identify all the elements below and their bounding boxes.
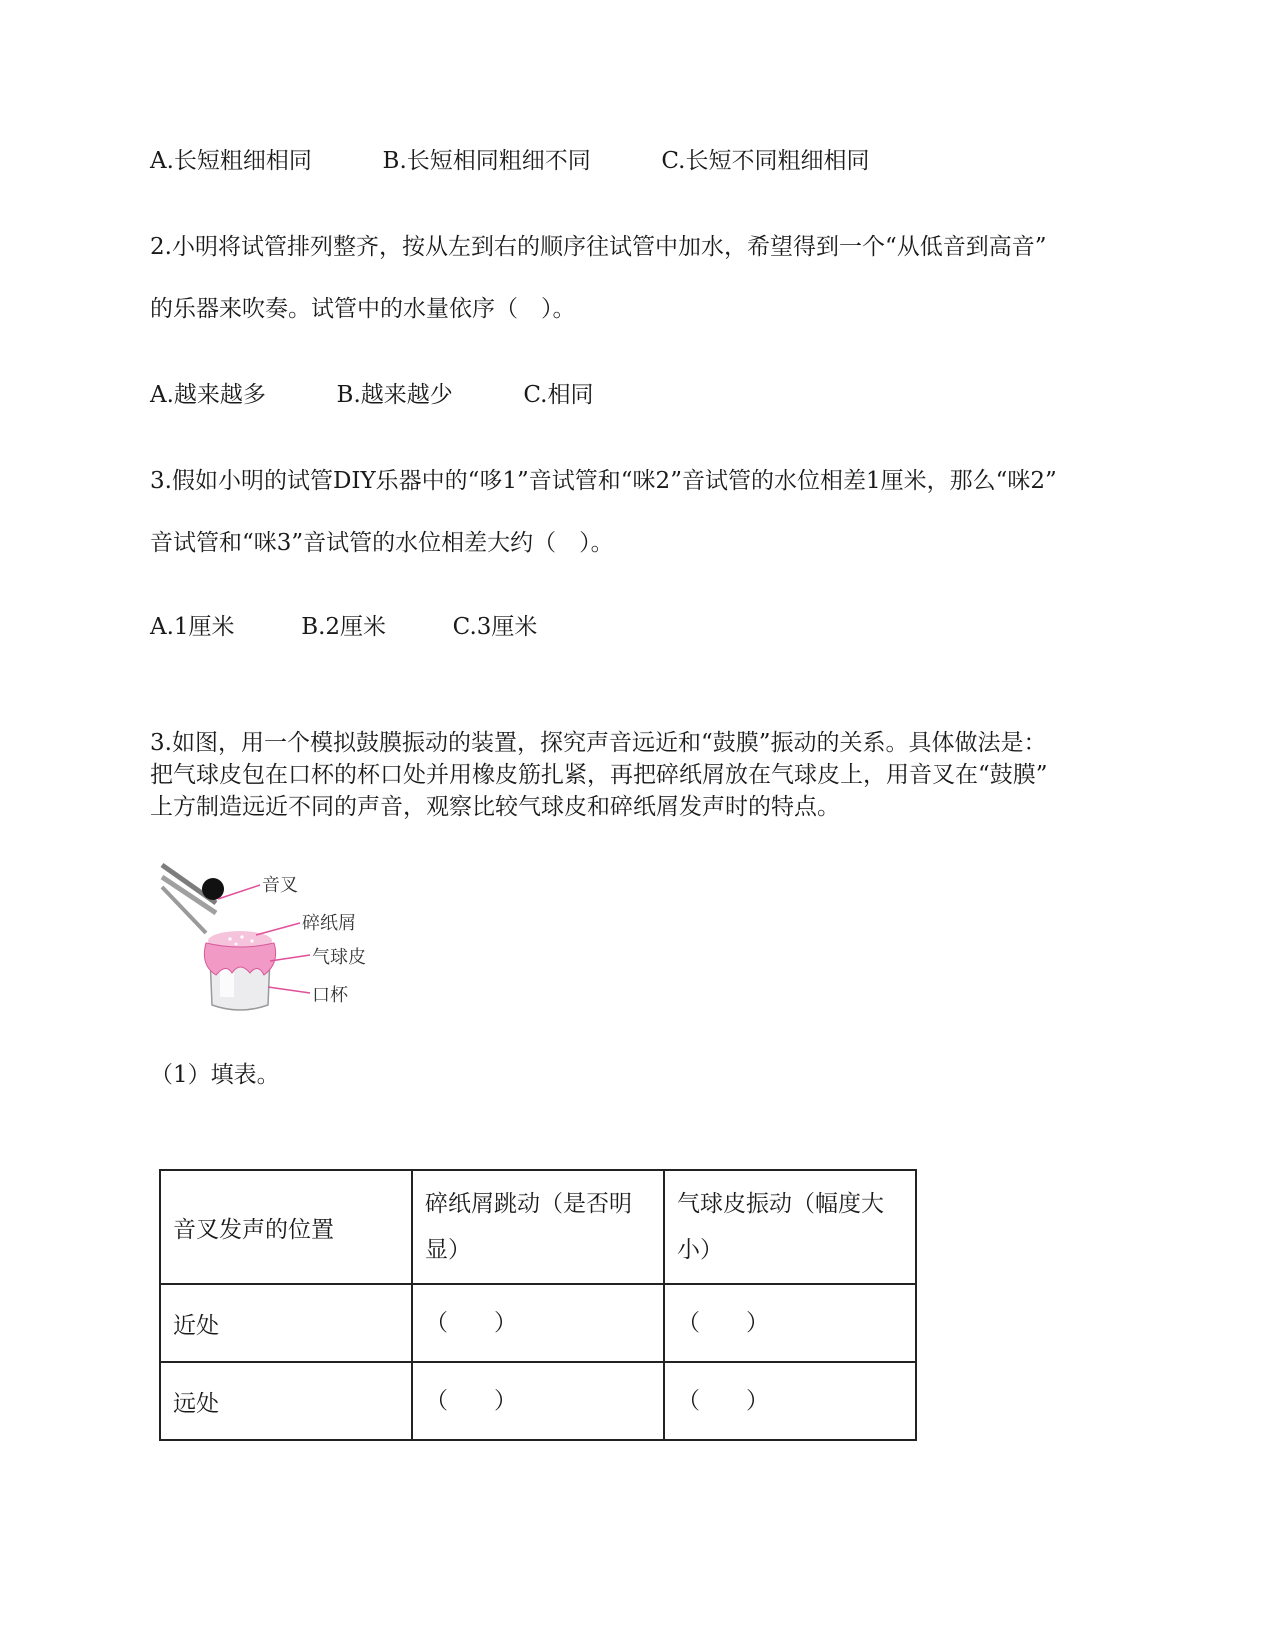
- row-far-balloon-blank[interactable]: （ ）: [664, 1362, 916, 1440]
- q3-option-b: B.2厘米: [301, 614, 387, 640]
- q2-stem-line1: 2.小明将试管排列整齐，按从左到右的顺序往试管中加水，希望得到一个“从低音到高音”: [150, 234, 1047, 260]
- q2-options: [150, 380, 593, 410]
- header-balloon-vibration: 气球皮振动（幅度大小）: [664, 1170, 916, 1284]
- table-header-row: [160, 1170, 916, 1284]
- q2-option-a: A.越来越多: [150, 382, 266, 408]
- q4-stem-line2: 把气球皮包在口杯的杯口处并用橡皮筋扎紧，再把碎纸屑放在气球皮上，用音叉在“鼓膜”: [150, 762, 1048, 788]
- q1-option-c: C.长短不同粗细相同: [661, 148, 870, 174]
- q2-option-c: C.相同: [523, 382, 594, 408]
- row-far-label: 远处: [160, 1362, 412, 1440]
- row-near-label: 近处: [160, 1284, 412, 1362]
- q3-options: [150, 612, 537, 642]
- q4-stem-line1: 3.如图，用一个模拟鼓膜振动的装置，探究声音远近和“鼓膜”振动的关系。具体做法是：: [150, 730, 1047, 756]
- q1-options: [150, 146, 869, 176]
- q3-stem-line2: 音试管和“咪3”音试管的水位相差大约（ ）。: [150, 530, 614, 556]
- row-far-paper-blank[interactable]: （ ）: [412, 1362, 664, 1440]
- header-paper-jump: 碎纸屑跳动（是否明显）: [412, 1170, 664, 1284]
- table-row: [160, 1362, 916, 1440]
- eardrum-apparatus-figure: [160, 855, 400, 1020]
- row-near-balloon-blank[interactable]: （ ）: [664, 1284, 916, 1362]
- q4-stem-line3: 上方制造远近不同的声音，观察比较气球皮和碎纸屑发声时的特点。: [150, 794, 840, 820]
- sub-question-1: （1）填表。: [150, 1062, 280, 1088]
- q3-option-a: A.1厘米: [150, 614, 235, 640]
- row-near-paper-blank[interactable]: （ ）: [412, 1284, 664, 1362]
- q3-stem-line1: 3.假如小明的试管DIY乐器中的“哆1”音试管和“咪2”音试管的水位相差1厘米，那么“咪2”: [150, 468, 1057, 494]
- header-position: 音叉发声的位置: [160, 1170, 412, 1284]
- label-tuning-fork: 音叉: [262, 875, 298, 896]
- tuning-fork-icon: [162, 865, 224, 933]
- q1-option-a: A.长短粗细相同: [150, 148, 312, 174]
- q2-option-b: B.越来越少: [336, 382, 453, 408]
- q3-option-c: C.3厘米: [452, 614, 538, 640]
- q2-stem-line2: 的乐器来吹奏。试管中的水量依序（ ）。: [150, 296, 576, 322]
- fill-in-table: [159, 1169, 917, 1441]
- q4-stem: [150, 727, 1130, 823]
- label-paper-bits: 碎纸屑: [302, 913, 356, 934]
- label-balloon-skin: 气球皮: [312, 947, 366, 968]
- table-row: [160, 1284, 916, 1362]
- label-cup: 口杯: [312, 985, 348, 1006]
- q1-option-b: B.长短相同粗细不同: [382, 148, 591, 174]
